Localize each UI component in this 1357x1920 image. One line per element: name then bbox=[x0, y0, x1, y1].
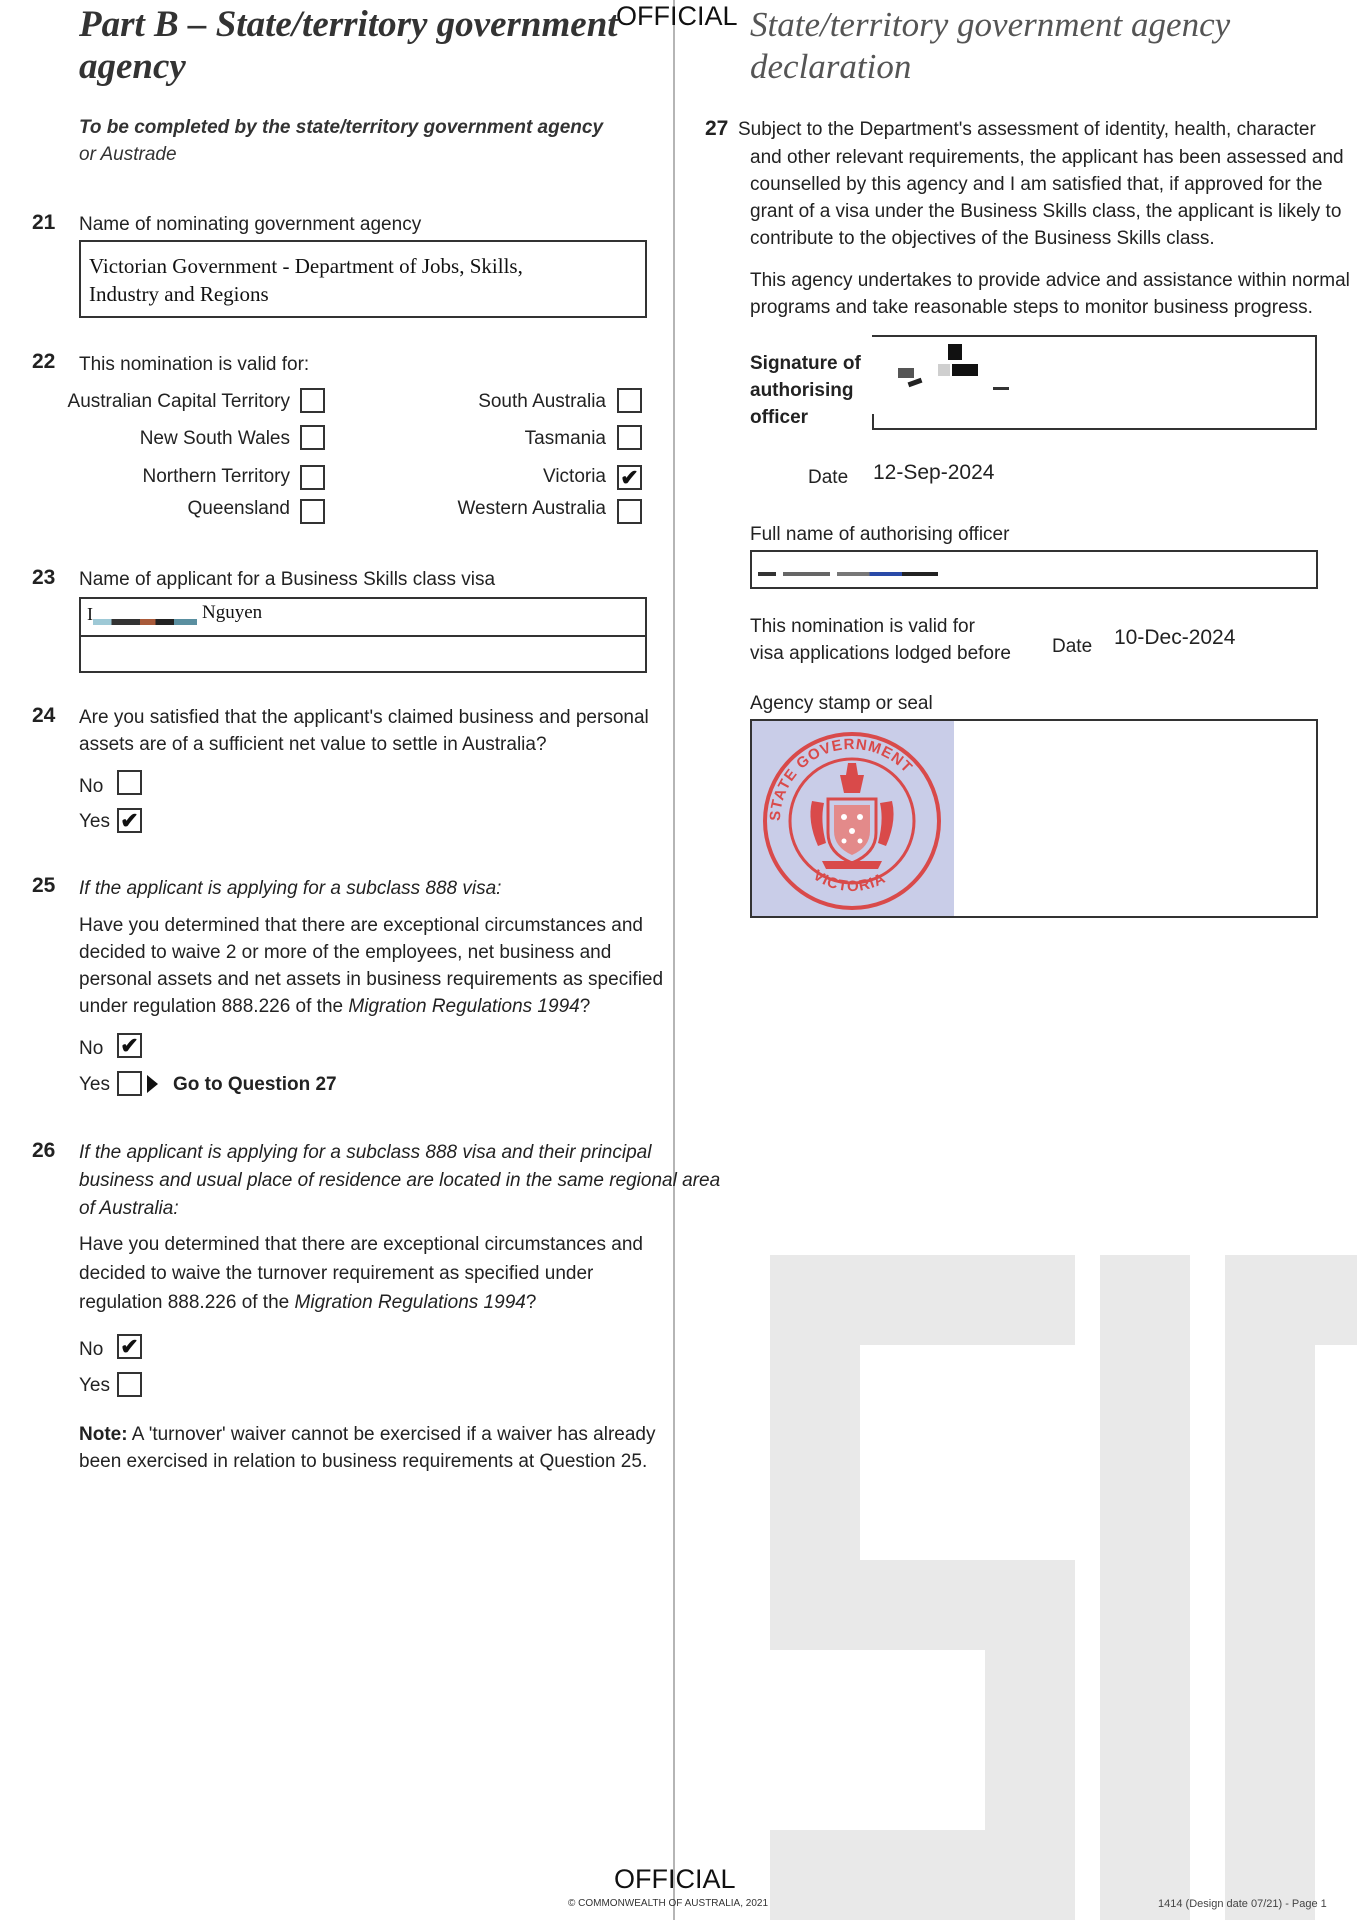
state-label-nt: Northern Territory bbox=[142, 466, 290, 487]
q24-text: Are you satisfied that the applicant's claimed business and personal assets are of a sufficient net value to settle in Australia? bbox=[79, 707, 649, 755]
arrow-right-icon bbox=[147, 1075, 158, 1093]
checkbox-vic[interactable]: ✔ bbox=[617, 465, 642, 490]
state-label-sa: South Australia bbox=[478, 391, 606, 412]
question-number-22: 22 bbox=[32, 350, 56, 373]
state-label-wa: Western Australia bbox=[457, 498, 606, 519]
q26-yes-checkbox[interactable] bbox=[117, 1372, 142, 1397]
checkbox-sa[interactable] bbox=[617, 388, 642, 413]
q26-text: Have you determined that there are exceptional circumstances and decided to waive the turnover requirement as specified under regulation 888.226 of the Migration Regulations 1994? bbox=[79, 1234, 643, 1313]
copyright: © COMMONWEALTH OF AUSTRALIA, 2021 bbox=[568, 1898, 768, 1909]
state-label-vic: Victoria bbox=[542, 466, 606, 487]
q25-no-label: No bbox=[79, 1038, 104, 1059]
state-label-act: Australian Capital Territory bbox=[67, 391, 290, 412]
question-number-26: 26 bbox=[32, 1139, 56, 1162]
valid-date-label: Date bbox=[1052, 636, 1093, 657]
q27-para2: This agency undertakes to provide advice and assistance within normal programs and take reasonable steps to monitor business progress. bbox=[750, 270, 1350, 318]
signature-date[interactable]: 12-Sep-2024 bbox=[873, 461, 995, 484]
valid-date-value[interactable]: 10-Dec-2024 bbox=[1114, 626, 1236, 649]
checkbox-act[interactable] bbox=[300, 388, 325, 413]
checkbox-wa[interactable] bbox=[617, 499, 642, 524]
q26-no-checkbox[interactable]: ✔ bbox=[117, 1334, 142, 1359]
applicant-name-field[interactable]: I Nguyen bbox=[79, 597, 647, 673]
question-number-27: 27 bbox=[705, 117, 729, 140]
agency-name-field[interactable]: Victorian Government - Department of Jobs, Skills, Industry and Regions bbox=[79, 240, 647, 318]
date-label: Date bbox=[808, 467, 849, 488]
q24-no-label: No bbox=[79, 776, 104, 797]
q26-condition: If the applicant is applying for a subclass 888 visa and their principal business and usual place of residence are located in the same regional area of Australia: bbox=[79, 1142, 721, 1219]
redacted-signature bbox=[898, 342, 1023, 402]
q22-label: This nomination is valid for: bbox=[79, 354, 310, 375]
q25-yes-checkbox[interactable] bbox=[117, 1071, 142, 1096]
svg-text:VICTORIA: VICTORIA bbox=[809, 866, 889, 896]
question-number-24: 24 bbox=[32, 704, 56, 727]
intro-text: To be completed by the state/territory government agency or Austrade bbox=[79, 117, 604, 165]
question-number-21: 21 bbox=[32, 211, 56, 234]
q25-no-checkbox[interactable]: ✔ bbox=[117, 1033, 142, 1058]
redacted-full-name bbox=[758, 572, 938, 576]
signature-label: Signature of authorising officer bbox=[750, 353, 861, 428]
stamp-box bbox=[750, 719, 1318, 918]
q26-no-label: No bbox=[79, 1339, 104, 1360]
full-name-field[interactable] bbox=[750, 550, 1318, 589]
agency-stamp bbox=[752, 721, 954, 916]
checkbox-tas[interactable] bbox=[617, 425, 642, 450]
svg-text:STATE GOVERNMENT: STATE GOVERNMENT bbox=[766, 735, 916, 822]
official-label-top: OFFICIAL bbox=[616, 1, 738, 31]
declaration-title: State/territory government agency declaration bbox=[750, 5, 1231, 86]
checkbox-nsw[interactable] bbox=[300, 425, 325, 450]
q25-condition: If the applicant is applying for a subclass 888 visa: bbox=[79, 878, 502, 899]
q25-text: Have you determined that there are exceptional circumstances and decided to waive 2 or more of the employees, net business and personal assets and net assets in business requirements as specified under regulation 888.226 of the Migration Regulations 1994? bbox=[79, 915, 664, 1017]
full-name-label: Full name of authorising officer bbox=[750, 524, 1010, 545]
official-label-bottom: OFFICIAL bbox=[614, 1864, 736, 1894]
q24-yes-checkbox[interactable]: ✔ bbox=[117, 808, 142, 833]
question-number-23: 23 bbox=[32, 566, 56, 589]
goto-question-27[interactable]: Go to Question 27 bbox=[173, 1074, 337, 1095]
part-b-title: Part B – State/territory government agency bbox=[79, 4, 618, 87]
state-government-seal-icon bbox=[752, 721, 954, 916]
state-label-tas: Tasmania bbox=[524, 428, 606, 449]
page-info: 1414 (Design date 07/21) - Page 1 bbox=[1158, 1898, 1327, 1910]
q24-no-checkbox[interactable] bbox=[117, 770, 142, 795]
note-text: Note: A 'turnover' waiver cannot be exercised if a waiver has already been exercised in relation to business requirements at Question 25. bbox=[79, 1424, 656, 1472]
state-label-qld: Queensland bbox=[187, 498, 290, 519]
applicant-surname: Nguyen bbox=[202, 602, 263, 623]
q27-para1-line1: Subject to the Department's assessment of identity, health, character bbox=[738, 119, 1316, 140]
q24-yes-label: Yes bbox=[79, 811, 110, 832]
q23-label: Name of applicant for a Business Skills class visa bbox=[79, 569, 496, 590]
q21-label: Name of nominating government agency bbox=[79, 214, 422, 235]
state-label-nsw: New South Wales bbox=[139, 428, 290, 449]
redacted-first-name bbox=[93, 619, 197, 625]
q27-para1-rest: and other relevant requirements, the applicant has been assessed and counselled by this agency and I am satisfied that, if approved for the grant of a visa under the Business Skills class, the applicant is likely to contribute to the objectives of the Business Skills class. bbox=[750, 147, 1344, 249]
checkbox-nt[interactable] bbox=[300, 465, 325, 490]
q26-yes-label: Yes bbox=[79, 1375, 110, 1396]
column-divider bbox=[673, 0, 675, 1920]
stamp-label: Agency stamp or seal bbox=[750, 693, 933, 714]
checkbox-qld[interactable] bbox=[300, 499, 325, 524]
q25-yes-label: Yes bbox=[79, 1074, 110, 1095]
question-number-25: 25 bbox=[32, 874, 56, 897]
valid-for-label: This nomination is valid for visa applications lodged before bbox=[750, 616, 1011, 664]
